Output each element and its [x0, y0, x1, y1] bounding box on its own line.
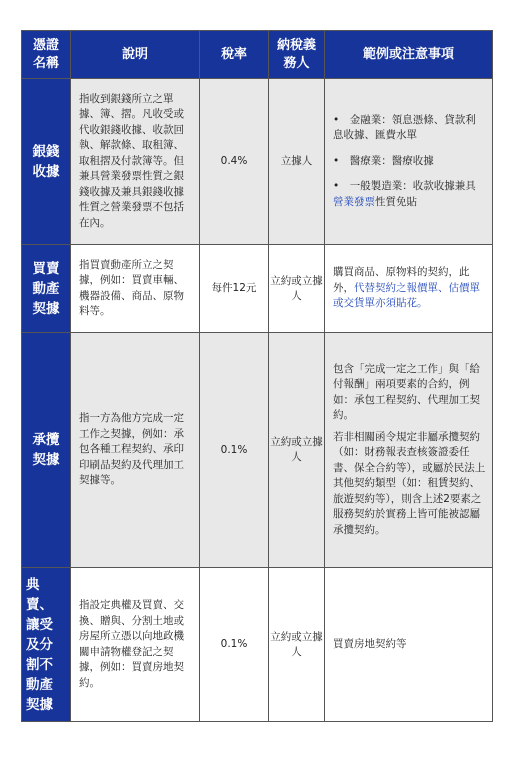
row-rate: 0.1% — [200, 568, 269, 722]
row-notes — [325, 333, 493, 568]
row-type: 承攬契據 — [22, 333, 71, 568]
row-payer: 立約或立據人 — [269, 568, 325, 722]
highlight-text: 代替契約之報價單、估價單或交貨單亦須貼花。 — [333, 281, 480, 310]
highlight-text: 營業發票 — [333, 195, 375, 208]
row-payer: 立約或立據人 — [269, 333, 325, 568]
header-tax-rate: 稅率 — [200, 31, 269, 79]
header-taxpayer: 納稅義務人 — [269, 31, 325, 79]
row-rate: 每件12元 — [200, 245, 269, 333]
row-description: 指買賣動產所立之契據，例如：買賣車輛、機器設備、商品、原物料等。 — [71, 245, 200, 333]
row-notes — [325, 79, 493, 245]
row-rate: 0.1% — [200, 333, 269, 568]
note-item: • 一般製造業：收款收據兼具營業發票性質免貼 — [333, 180, 476, 208]
row-rate: 0.4% — [200, 79, 269, 245]
row-payer: 立據人 — [269, 79, 325, 245]
row-notes: 購買商品、原物料的契約，此外，代替契約之報價單、估價單或交貨單亦須貼花。 — [325, 245, 493, 333]
table-row — [22, 568, 493, 722]
header-description: 說明 — [71, 31, 200, 79]
stamp-tax-table — [21, 30, 493, 722]
row-type: 銀錢收據 — [22, 79, 71, 245]
table-row — [22, 245, 493, 333]
header-voucher-name: 憑證名稱 — [22, 31, 71, 79]
row-description: 指收到銀錢所立之單據、簿、摺。凡收受或代收銀錢收據、收款回執、解款條、取租簿、取租摺及付款簿等。但兼具營業發票性質之銀錢收據及兼具銀錢收據性質之營業發票不包括在內。 — [71, 79, 200, 245]
row-type: 買賣動產契據 — [22, 245, 71, 333]
row-description: 指一方為他方完成一定工作之契據，例如：承包各種工程契約、承印印刷品契約及代理加工契據等。 — [71, 333, 200, 568]
note-item: • 金融業：領息憑條、貸款利息收據、匯費水單 — [333, 113, 476, 142]
table-row — [22, 333, 493, 568]
row-notes: 買賣房地契約等 — [325, 568, 493, 722]
table-row — [22, 79, 493, 245]
row-description: 指設定典權及買賣、交換、贈與、分割土地或房屋所立憑以向地政機關申請物權登記之契據，例如：買賣房地契約。 — [71, 568, 200, 722]
note-item: • 醫療業：醫療收據 — [333, 154, 434, 167]
header-notes: 範例或注意事項 — [325, 31, 493, 79]
note-paragraph: 若非相關函令規定非屬承攬契約（如：財務報表查核簽證委任書、保全合約等），或屬於民法上其他契約類型（如：租賃契約、旅遊契約等），則含上述2要素之服務契約於實務上皆可能被認屬承攬契約。 — [333, 430, 486, 536]
row-type: 典賣、讓受及分割不動產契據 — [22, 568, 71, 722]
header-row — [22, 31, 493, 79]
note-paragraph: 包含「完成一定之工作」與「給付報酬」兩項要素的合約，例如：承包工程契約、代理加工契約。 — [333, 362, 480, 422]
row-payer: 立約或立據人 — [269, 245, 325, 333]
